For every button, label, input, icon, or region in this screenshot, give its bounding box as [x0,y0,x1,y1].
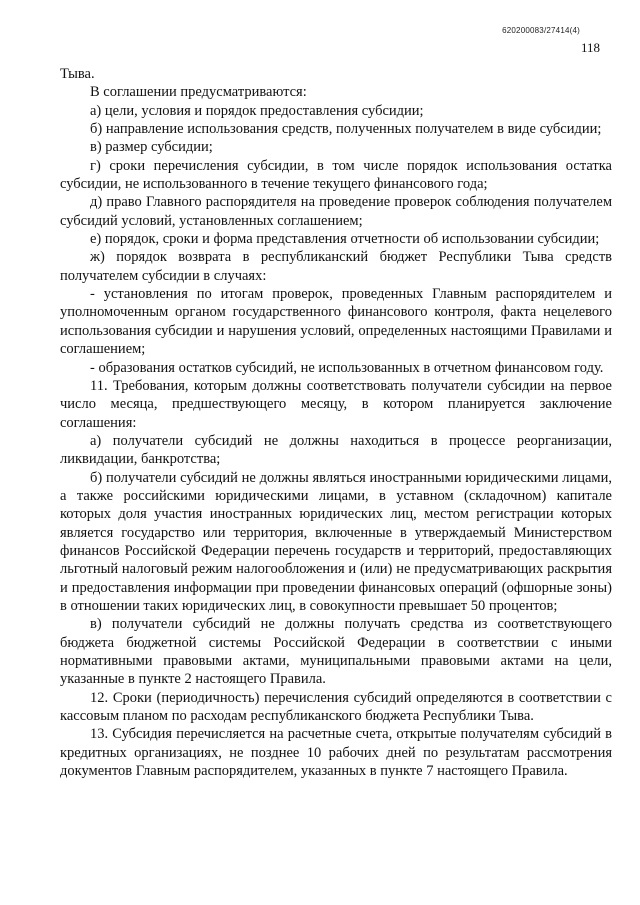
paragraph: Тыва. [60,66,95,82]
paragraph: ж) порядок возврата в республиканский бюджет Республики Тыва средств получателем субсидии в случаях: [60,249,612,284]
paragraph: б) получатели субсидий не должны являться иностранными юридическими лицами, а также российскими юридическими лицами, в уставном (складочном) капитале которых доля участия иностранных юридических лиц, местом регистрации которых является государство или территория, включенные в утверждаемый Министерством финансов Российской Федерации перечень государств и территорий, предоставляющих льготный налоговый режим налогообложения и (или) не предусматривающих раскрытия и предоставления информации при проведении финансовых операций (офшорные зоны) в отношении таких юридических лиц, в совокупности превышает 50 процентов; [60,469,612,614]
document-id: 620200083/27414(4) [502,26,580,35]
paragraph: в) размер субсидии; [90,139,213,156]
paragraph: 12. Сроки (периодичность) перечисления субсидий определяются в соответствии с кассовым планом по расходам республиканского бюджета Республики Тыва. [60,689,612,725]
page-number: 118 [580,40,600,55]
paragraph: д) право Главного распорядителя на проведение проверок соблюдения получателем субсидий условий, установленных соглашением; [60,194,612,229]
paragraph: б) направление использования средств, полученных получателем в виде субсидии; [90,121,602,138]
paragraph: г) сроки перечисления субсидии, в том числе порядок использования остатка субсидии, не использованного в течение текущего финансового года; [60,157,612,193]
paragraph: - установления по итогам проверок, проведенных Главным распорядителем и уполномоченным органом государственного финансового контроля, факта нецелевого использования субсидии и нарушения условий, определенных настоящими Правилами и соглашением; [60,286,612,358]
paragraph: е) порядок, сроки и форма представления отчетности об использовании субсидии; [90,231,600,248]
paragraph: В соглашении предусматриваются: [90,84,307,101]
document-body [60,65,612,780]
paragraph: 13. Субсидия перечисляется на расчетные счета, открытые получателям субсидий в кредитных организациях, не позднее 10 рабочих дней по результатам рассмотрения документов Главным распорядителем, указанных в пункте 7 настоящего Правила. [60,726,612,780]
paragraph: а) цели, условия и порядок предоставления субсидии; [90,102,424,119]
paragraph: - образования остатков субсидий, не использованных в отчетном финансовом году. [90,359,604,376]
paragraph: в) получатели субсидий не должны получать средства из соответствующего бюджета бюджетной системы Российской Федерации в соответствии с иными нормативными правовыми актами, муниципальными правовыми актами на цели, указанные в пункте 2 настоящего Правила. [60,616,612,688]
paragraph: 11. Требования, которым должны соответствовать получатели субсидии на первое число месяца, предшествующего месяцу, в котором планируется заключение соглашения: [60,377,612,431]
paragraph: а) получатели субсидий не должны находиться в процессе реорганизации, ликвидации, банкротства; [60,432,612,468]
